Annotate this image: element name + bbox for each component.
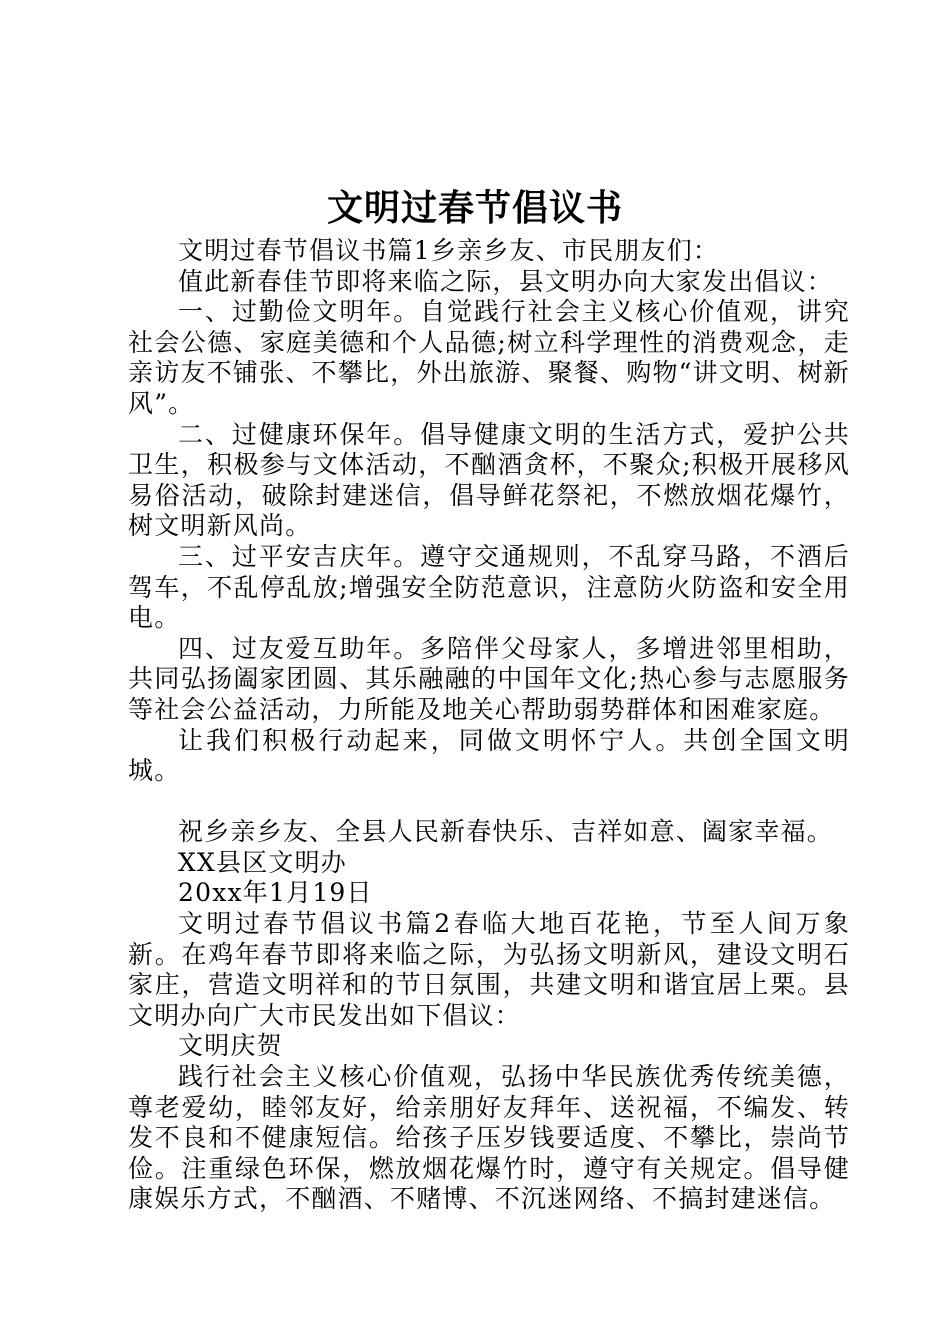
signature-org: XX县区文明办	[178, 847, 347, 877]
blank-line	[128, 787, 850, 818]
paragraph-intro: 值此新春佳节即将来临之际，县文明办向大家发出倡议：	[178, 266, 834, 296]
document-body	[128, 236, 850, 1215]
paragraph-call-to-action: 让我们积极行动起来，同做文明怀宁人。共创全国文明城。	[128, 725, 850, 786]
paragraph-celebration: 践行社会主义核心价值观，弘扬中华民族优秀传统美德，尊老爱幼，睦邻友好，给亲朋好友拜年、送祝福，不编发、转发不良和不健康短信。给孩子压岁钱要适度、不攀比，崇尚节俭。注重绿色环保，燃放烟花爆竹时，遵守有关规定。倡导健康娱乐方式，不酗酒、不赌博、不沉迷网络、不搞封建迷信。	[128, 1062, 850, 1214]
document-title: 文明过春节倡议书	[326, 187, 623, 229]
section-heading-celebration: 文明庆贺	[178, 1031, 283, 1061]
paragraph-item-4: 四、过友爱互助年。多陪伴父母家人，多增进邻里相助，共同弘扬阖家团圆、其乐融融的中国年文化;热心参与志愿服务等社会公益活动，力所能及地关心帮助弱势群体和困难家庭。	[128, 633, 850, 724]
paragraph-item-3: 三、过平安吉庆年。遵守交通规则，不乱穿马路，不酒后驾车，不乱停乱放;增强安全防范意识，注意防火防盗和安全用电。	[128, 541, 850, 633]
paragraph-greeting: 文明过春节倡议书篇1乡亲乡友、市民朋友们：	[178, 236, 720, 265]
paragraph-blessing: 祝乡亲乡友、全县人民新春快乐、吉祥如意、阖家幸福。	[178, 817, 834, 847]
signature-date: 20xx年1月19日	[178, 878, 373, 908]
paragraph-item-1: 一、过勤俭文明年。自觉践行社会主义核心价值观，讲究社会公德、家庭美德和个人品德;树立科学理性的消费观念，走亲访友不铺张、不攀比，外出旅游、聚餐、购物“讲文明、树新风”。	[128, 297, 850, 418]
paragraph-part-2-intro: 文明过春节倡议书篇2春临大地百花艳，节至人间万象新。在鸡年春节即将来临之际，为弘扬文明新风，建设文明石家庄，营造文明祥和的节日氛围，共建文明和谐宜居上栗。县文明办向广大市民发出如下倡议：	[128, 909, 850, 1030]
paragraph-item-2: 二、过健康环保年。倡导健康文明的生活方式，爱护公共卫生，积极参与文体活动，不酗酒贪杯，不聚众;积极开展移风易俗活动，破除封建迷信，倡导鲜花祭祀，不燃放烟花爆竹，树文明新风尚。	[128, 419, 850, 541]
